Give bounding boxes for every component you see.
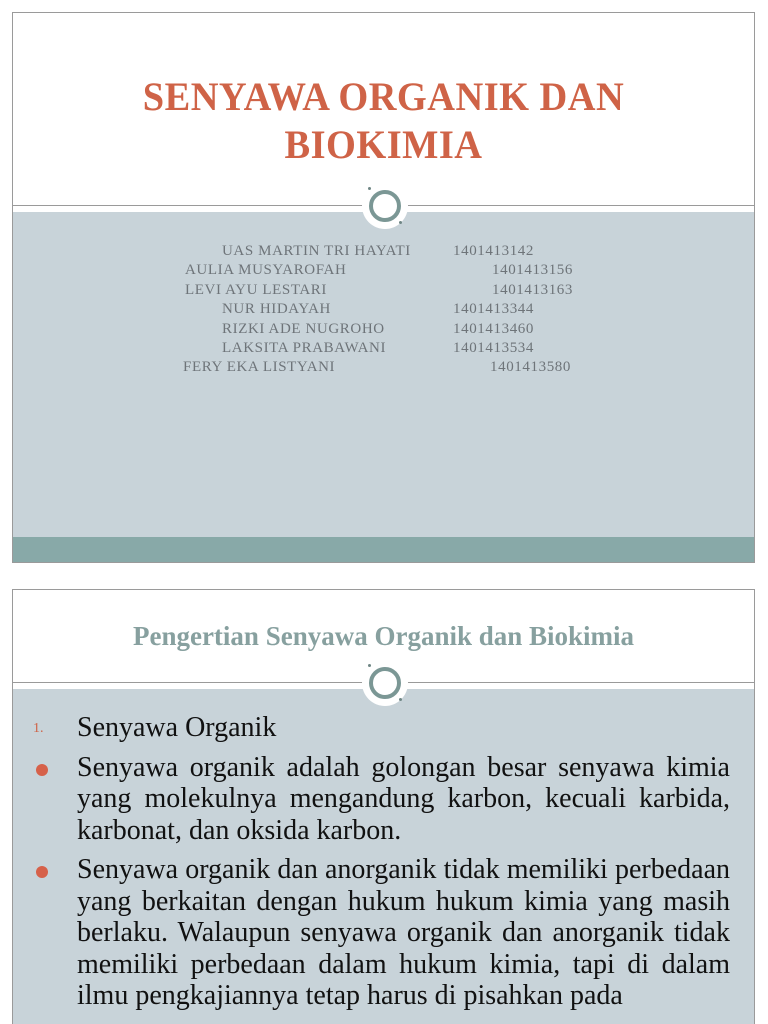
title-line-2: BIOKIMIA [284, 122, 483, 167]
member-name: RIZKI ADE NUGROHO [222, 320, 385, 337]
member-nim: 1401413580 [490, 359, 571, 376]
member-row [13, 320, 754, 339]
ring-ornament-icon [362, 660, 408, 706]
title-line-1: SENYAWA ORGANIK DAN [142, 74, 625, 119]
slide-heading: Pengertian Senyawa Organik dan Biokimia [132, 621, 635, 651]
member-nim: 1401413534 [453, 339, 534, 356]
member-name: NUR HIDAYAH [222, 301, 331, 318]
member-name: UAS MARTIN TRI HAYATI [222, 243, 411, 259]
slide-title-header [13, 13, 754, 205]
list-item-numbered [13, 712, 754, 744]
ring-ornament-icon [362, 183, 408, 229]
member-name: FERY EKA LISTYANI [183, 359, 336, 376]
member-row [13, 300, 754, 319]
member-row [13, 339, 754, 358]
member-nim: 1401413163 [492, 281, 573, 298]
member-row [13, 242, 754, 261]
list-item-bullet [13, 854, 754, 1012]
member-row [13, 261, 754, 280]
footer-band [13, 537, 754, 562]
member-name: AULIA MUSYAROFAH [185, 262, 347, 279]
list-item-bullet [13, 752, 754, 847]
list-number: 1. [33, 721, 44, 736]
list-item-text: Senyawa Organik [77, 712, 277, 743]
content-list [13, 712, 754, 1020]
list-item-text: Senyawa organik dan anorganik tidak memiliki perbedaan yang berkaitan dengan hukum hukum kimia yang masih berlaku. Walaupun senyawa organik dan anorganik tidak memiliki perbedaan dalam hukum kimia, tapi di dalam ilmu pengkajiannya tetap harus di pisahkan pada [77, 854, 730, 1011]
member-name: LAKSITA PRABAWANI [222, 339, 387, 356]
slide-content [12, 589, 755, 1024]
member-nim: 1401413142 [453, 243, 534, 259]
member-name: LEVI AYU LESTARI [185, 281, 328, 298]
slide-title [12, 12, 755, 563]
member-nim: 1401413156 [492, 262, 573, 279]
list-item-text: Senyawa organik adalah golongan besar senyawa kimia yang molekulnya mengandung karbon, kecuali karbida, karbonat, dan oksida karbon. [77, 751, 730, 846]
member-list [13, 242, 754, 378]
bullet-icon [36, 866, 48, 878]
presentation-title [28, 73, 739, 169]
member-row [13, 358, 754, 377]
member-row [13, 281, 754, 300]
member-nim: 1401413344 [453, 301, 534, 318]
bullet-icon [36, 764, 48, 776]
member-nim: 1401413460 [453, 320, 534, 337]
